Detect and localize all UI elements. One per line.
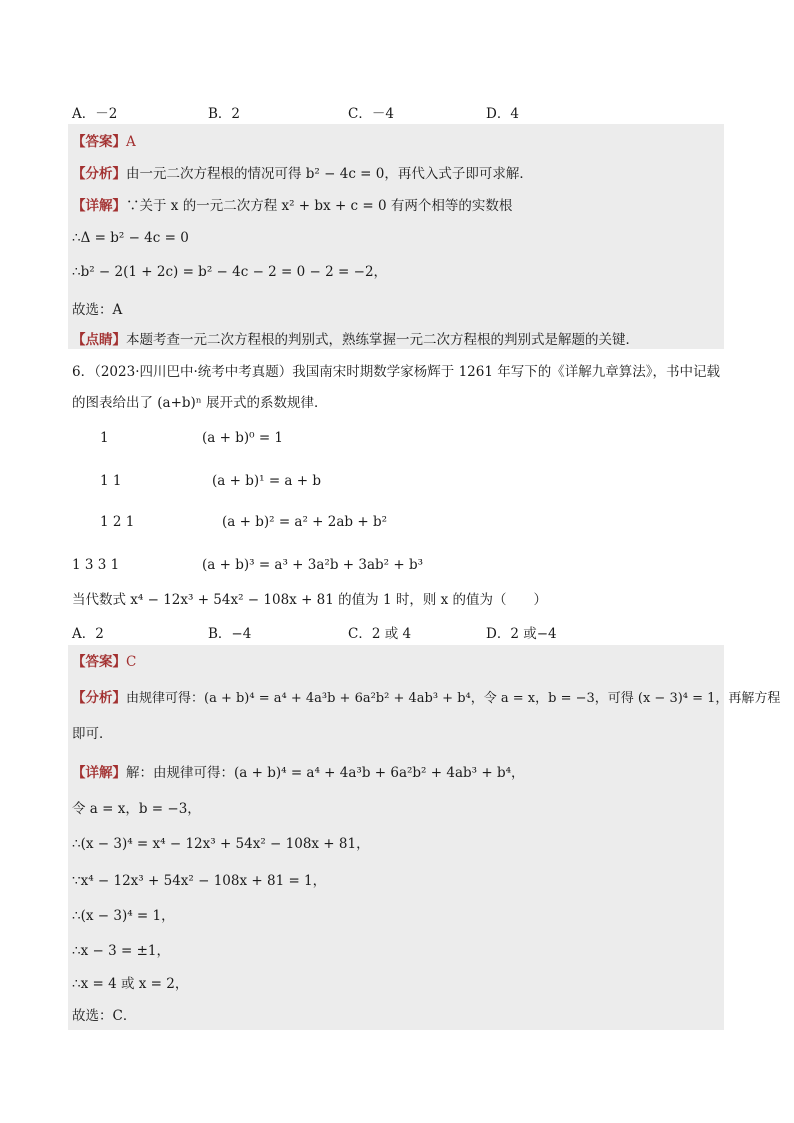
q6-detail-step: 令 a = x，b = −3， [72, 801, 201, 817]
detail-tag: 【详解】 [72, 765, 126, 781]
q5-choice-line: 故选：A [72, 302, 123, 318]
triangle-row-expression: (a + b)¹ = a + b [212, 473, 322, 489]
q6-question: 当代数式 x⁴ − 12x³ + 54x² − 108x + 81 的值为 1 时，则 x 的值为（ ） [72, 592, 548, 608]
q6-choice-line: 故选：C． [72, 1008, 137, 1024]
analysis-text: 由规律可得：(a + b)⁴ = a⁴ + 4a³b + 6a²b² + 4ab³ + b⁴，令 a = x，b = −3，可得 (x − 3)⁴ = 1，再解方程 [126, 691, 781, 706]
answer-tag: 【答案】 [72, 654, 126, 670]
q5-detail-step: ∴b² − 2(1 + 2c) = b² − 4c − 2 = 0 − 2 = −2， [72, 264, 388, 280]
q6-option-b: B．−4 [208, 626, 252, 642]
triangle-row-coefficients: 1 [100, 430, 109, 446]
q6-analysis-line2: 即可． [72, 726, 113, 742]
triangle-row-coefficients: 1 1 [100, 473, 122, 489]
q6-detail-step: ∴x − 3 = ±1， [72, 943, 170, 959]
analysis-tag: 【分析】 [72, 690, 126, 706]
q6-analysis-line [72, 688, 780, 709]
answer-value: C [126, 654, 137, 670]
answer-value: A [126, 134, 136, 150]
q6-detail-step: ∴(x − 3)⁴ = 1， [72, 908, 175, 924]
q5-option-b: B．2 [208, 106, 241, 122]
triangle-row-expression: (a + b)² = a² + 2ab + b² [222, 514, 388, 530]
q6-detail-step: ∴(x − 3)⁴ = x⁴ − 12x³ + 54x² − 108x + 81， [72, 836, 370, 852]
q5-answer-line [72, 132, 136, 152]
q5-option-c: C．－4 [348, 106, 394, 122]
q6-stem-line2: 的图表给出了 (a+b)ⁿ 展开式的系数规律． [72, 395, 328, 411]
analysis-text: 由一元二次方程根的情况可得 b² − 4c = 0，再代入式子即可求解． [126, 166, 533, 182]
q5-comment-line [72, 330, 639, 350]
q6-detail-step: ∴x = 4 或 x = 2， [72, 976, 189, 992]
q6-option-d: D．2 或−4 [486, 626, 557, 642]
detail-tag: 【详解】 [72, 198, 126, 214]
answer-tag: 【答案】 [72, 134, 126, 150]
q5-analysis-line [72, 164, 533, 184]
q6-answer-line [72, 652, 136, 672]
comment-text: 本题考查一元二次方程根的判别式，熟练掌握一元二次方程根的判别式是解题的关键． [126, 332, 639, 348]
q6-detail-line [72, 763, 525, 783]
q6-option-c: C．2 或 4 [348, 626, 412, 642]
q5-detail-step: ∴Δ = b² − 4c = 0 [72, 230, 189, 246]
q6-detail-step: ∵x⁴ − 12x³ + 54x² − 108x + 81 = 1， [72, 873, 327, 889]
detail-text: 解：由规律可得：(a + b)⁴ = a⁴ + 4a³b + 6a²b² + 4ab³ + b⁴， [126, 765, 525, 781]
comment-tag: 【点睛】 [72, 332, 126, 348]
triangle-row-expression: (a + b)³ = a³ + 3a²b + 3ab² + b³ [202, 557, 424, 573]
detail-text: ∵关于 x 的一元二次方程 x² + bx + c = 0 有两个相等的实数根 [126, 198, 513, 214]
q5-option-a: A．－2 [72, 106, 118, 122]
q6-stem-line1: 6．（2023·四川巴中·统考中考真题）我国南宋时期数学家杨辉于 1261 年写下的《详解九章算法》，书中记载 [72, 364, 720, 380]
q6-option-a: A．2 [72, 626, 104, 642]
triangle-row-expression: (a + b)⁰ = 1 [202, 430, 284, 446]
q5-detail-line [72, 196, 512, 216]
triangle-row-coefficients: 1 3 3 1 [72, 557, 120, 573]
analysis-tag: 【分析】 [72, 166, 126, 182]
triangle-row-coefficients: 1 2 1 [100, 514, 135, 530]
q5-option-d: D．4 [486, 106, 519, 122]
